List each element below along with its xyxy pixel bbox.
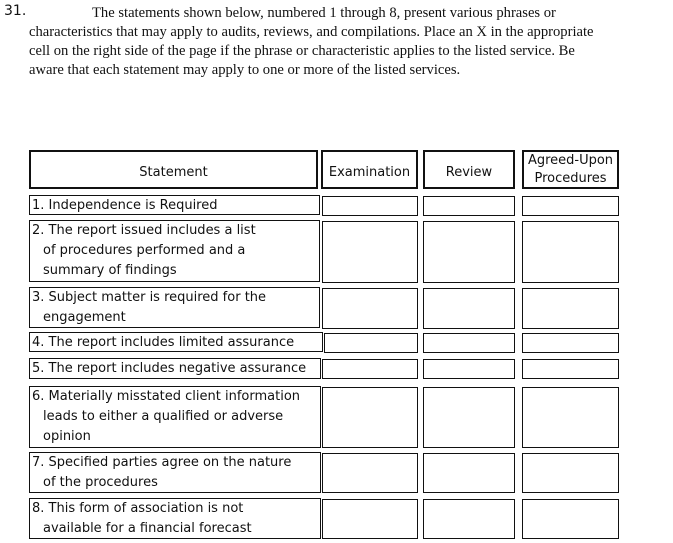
review-checkbox-cell[interactable] xyxy=(423,288,515,329)
agreed-upon-checkbox-cell[interactable] xyxy=(522,333,619,353)
question-text xyxy=(29,4,609,80)
examination-checkbox-cell[interactable] xyxy=(322,453,418,493)
header-review-label: Review xyxy=(445,165,493,180)
header-review xyxy=(423,150,515,189)
review-checkbox-cell[interactable] xyxy=(423,333,515,353)
examination-checkbox-cell[interactable] xyxy=(322,196,418,216)
statement-cell xyxy=(29,332,323,352)
review-checkbox-cell[interactable] xyxy=(423,196,515,216)
statement-cell xyxy=(29,287,320,328)
header-examination-label: Examination xyxy=(328,165,411,180)
review-checkbox-cell[interactable] xyxy=(423,359,515,379)
statement-cell xyxy=(29,452,321,493)
review-checkbox-cell[interactable] xyxy=(423,453,515,493)
agreed-upon-checkbox-cell[interactable] xyxy=(522,196,619,216)
examination-checkbox-cell[interactable] xyxy=(322,221,418,283)
header-agreed-upon-line1: Agreed-Upon xyxy=(527,152,614,168)
statement-cell xyxy=(29,195,320,215)
agreed-upon-checkbox-cell[interactable] xyxy=(522,453,619,493)
statement-line: 7. Specified parties agree on the nature xyxy=(32,455,292,470)
statement-line: leads to either a qualified or adverse xyxy=(43,409,284,424)
statement-line: of procedures performed and a xyxy=(43,243,246,258)
examination-checkbox-cell[interactable] xyxy=(322,288,418,329)
statement-cell xyxy=(29,386,321,448)
statement-line: 5. The report includes negative assurance xyxy=(32,361,307,376)
agreed-upon-checkbox-cell[interactable] xyxy=(522,359,619,379)
examination-checkbox-cell[interactable] xyxy=(322,359,418,379)
examination-checkbox-cell[interactable] xyxy=(324,333,418,353)
statement-cell xyxy=(29,358,321,379)
agreed-upon-checkbox-cell[interactable] xyxy=(522,288,619,329)
statement-line: 8. This form of association is not xyxy=(32,501,244,516)
agreed-upon-checkbox-cell[interactable] xyxy=(522,499,619,539)
question-number: 31. xyxy=(4,3,27,19)
statement-line: opinion xyxy=(43,429,91,444)
review-checkbox-cell[interactable] xyxy=(423,387,515,448)
statement-line: available for a financial forecast xyxy=(43,521,252,536)
header-agreed-upon-line2: Procedures xyxy=(534,170,607,186)
statement-line: 1. Independence is Required xyxy=(32,198,218,213)
agreed-upon-checkbox-cell[interactable] xyxy=(522,387,619,448)
question-instructions: The statements shown below, numbered 1 through 8, present various phrases or characteristics that may apply to audits, reviews, and compilations. Place an X in the appropriate cell on the right side of the page if the phrase or characteristic applies to the listed service. Be aware that each statement may apply to one or more of the listed services. xyxy=(29,5,594,78)
header-statement xyxy=(29,150,318,189)
review-checkbox-cell[interactable] xyxy=(423,499,515,539)
statement-cell xyxy=(29,220,320,282)
examination-checkbox-cell[interactable] xyxy=(322,499,418,539)
header-agreed-upon-procedures xyxy=(522,150,619,189)
statement-line: of the procedures xyxy=(43,475,158,490)
statement-cell xyxy=(29,498,321,539)
statement-line: 6. Materially misstated client information xyxy=(32,389,301,404)
statement-line: summary of findings xyxy=(43,263,177,278)
statement-line: 3. Subject matter is required for the xyxy=(32,290,267,305)
examination-checkbox-cell[interactable] xyxy=(322,387,418,448)
review-checkbox-cell[interactable] xyxy=(423,221,515,283)
statement-line: 4. The report includes limited assurance xyxy=(32,335,295,350)
statement-line: engagement xyxy=(43,310,126,325)
header-statement-label: Statement xyxy=(139,165,208,180)
statement-line: 2. The report issued includes a list xyxy=(32,223,256,238)
agreed-upon-checkbox-cell[interactable] xyxy=(522,221,619,283)
header-examination xyxy=(321,150,418,189)
